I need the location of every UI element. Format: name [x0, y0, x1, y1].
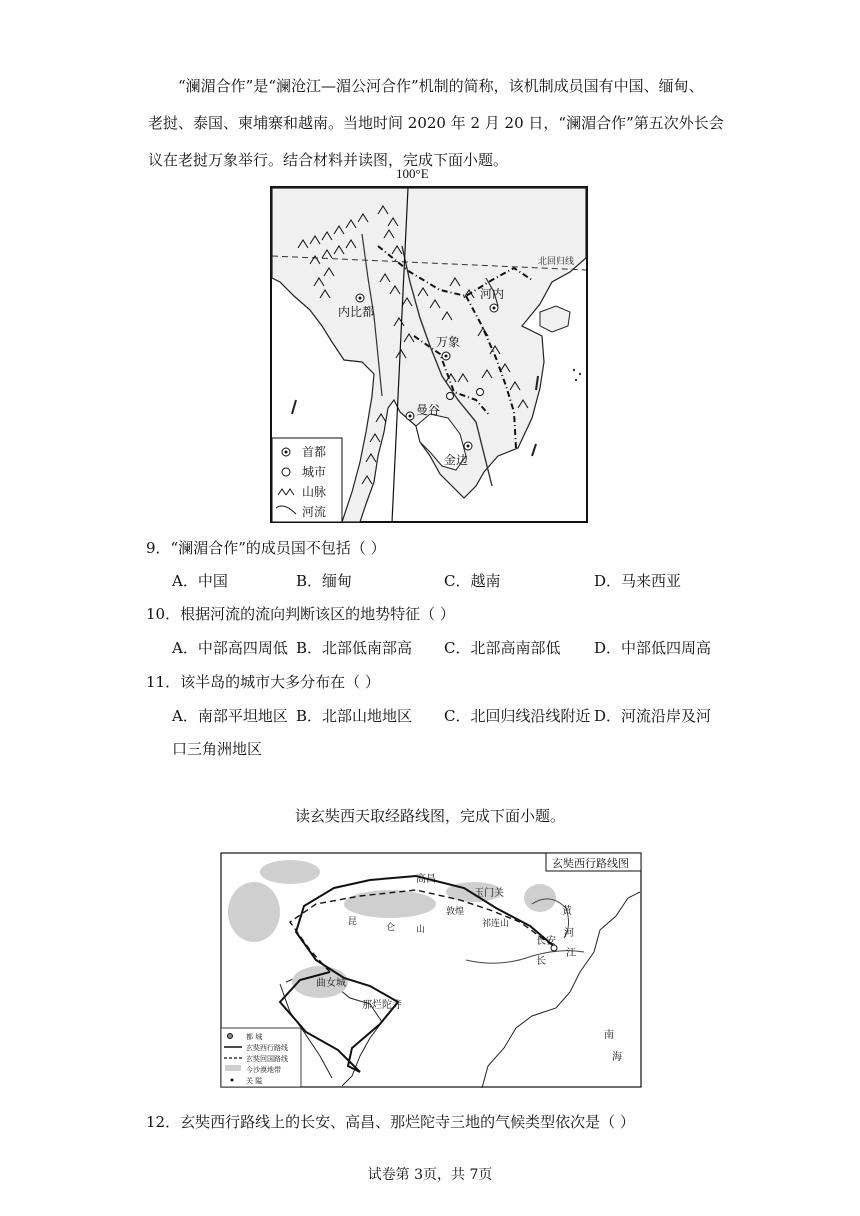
q9-option-b: B．缅甸: [296, 572, 353, 590]
label-nan: 南: [604, 1030, 614, 1041]
q10-option-c: C．北部高南部低: [444, 639, 561, 657]
city-label: 河内: [480, 287, 505, 301]
label-shan: 山: [416, 925, 426, 935]
question-9: 9．“澜湄合作”的成员国不包括（ ）: [146, 539, 386, 557]
city-label: 曼谷: [416, 403, 441, 417]
q9-option-c: C．越南: [444, 572, 501, 590]
page-footer: 试卷第 3页，共 7页: [367, 1167, 493, 1183]
label-kanyakubja: 曲女城: [316, 978, 346, 989]
legend-return: 玄奘回国路线: [246, 1055, 288, 1063]
tropic-label: 北回归线: [538, 257, 575, 267]
label-chang: 长: [536, 956, 546, 967]
label-nalanda: 那烂陀寺: [362, 1000, 402, 1011]
legend-desert: 今沙漠地带: [246, 1066, 281, 1074]
xuanzang-route-map: [220, 852, 642, 1088]
label-changan: 长安: [536, 936, 556, 947]
label-yumenguan: 玉门关: [474, 888, 504, 899]
map2-title: 玄奘西行路线图: [552, 857, 629, 870]
label-huang: 黄: [562, 906, 572, 917]
map2-legend: [221, 1028, 301, 1087]
legend-westward: 玄奘西行路线: [246, 1044, 288, 1052]
label-dunhuang: 敦煌: [446, 907, 465, 917]
city-label: 金边: [444, 453, 469, 467]
label-hai: 海: [612, 1052, 622, 1063]
legend-capital: 首都: [302, 445, 327, 459]
label-jiang: 江: [566, 948, 576, 959]
question-11: 11．该半岛的城市大多分布在（ ）: [146, 673, 380, 691]
q10-option-d: D．中部低四周高: [594, 639, 712, 657]
q9-option-a: A．中国: [172, 572, 228, 590]
legend-capital: 都 城: [246, 1033, 263, 1041]
city-label: 万象: [436, 335, 461, 349]
label-gaochang: 高昌: [416, 874, 436, 885]
question-12: 12．玄奘西行路线上的长安、高昌、那烂陀寺三地的气候类型依次是（ ）: [146, 1113, 635, 1131]
label-he: 河: [564, 928, 574, 939]
legend-river: 河流: [302, 505, 327, 519]
label-kun: 昆: [348, 917, 358, 927]
meridian-label: 100°E: [396, 166, 429, 181]
q11-option-a: A．南部平坦地区: [172, 707, 288, 725]
intro-paragraph: [148, 68, 728, 179]
legend-city: 城市: [302, 465, 327, 479]
city-label: 内比都: [338, 305, 375, 319]
q11-option-c: C．北回归线沿线附近: [444, 707, 591, 725]
q11-option-d-continued: 口三角洲地区: [172, 740, 263, 758]
q11-option-d: D．河流沿岸及河: [594, 707, 712, 725]
q10-option-a: A．中部高四周低: [172, 639, 288, 657]
intro-line: “澜湄合作”是“澜沧江—湄公河合作”机制的简称，该机制成员国有中国、缅甸、: [178, 77, 704, 95]
section2-intro: 读玄奘西天取经路线图，完成下面小题。: [294, 807, 565, 825]
legend-pass: 关 隘: [246, 1077, 263, 1085]
q9-option-d: D．马来西亚: [594, 572, 682, 590]
intro-line: 议在老挝万象举行。结合材料并读图，完成下面小题。: [148, 151, 509, 169]
label-qilianshan: 祁连山: [482, 919, 510, 929]
label-lun: 仑: [386, 923, 396, 933]
map-legend: [272, 438, 342, 522]
q10-option-b: B．北部低南部高: [296, 639, 413, 657]
legend-mountain: 山脉: [302, 485, 327, 499]
intro-line: 老挝、泰国、柬埔寨和越南。当地时间 2020 年 2 月 20 日，“澜湄合作”第五次外长会: [148, 114, 724, 132]
question-10: 10．根据河流的流向判断该区的地势特征（ ）: [146, 605, 455, 623]
indochina-map: [270, 186, 588, 523]
q11-option-b: B．北部山地地区: [296, 707, 413, 725]
